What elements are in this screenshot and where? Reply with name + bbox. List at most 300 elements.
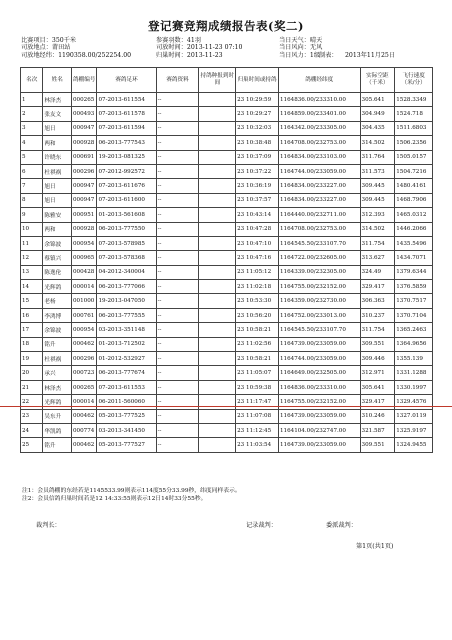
cell-distance: 309.446: [360, 352, 395, 366]
recorder-label: 记录裁判：: [246, 522, 277, 529]
cell-bird-info: --: [156, 150, 199, 164]
cell-name: 两和: [43, 222, 72, 236]
committee-label: 委派裁判：: [326, 522, 357, 529]
cell-speed: 1365.2463: [395, 323, 433, 337]
cell-name: 杜祺祸: [43, 352, 72, 366]
cell-arrival-time: 23 10:29:27: [236, 107, 279, 121]
cell-distance: 329.417: [360, 395, 395, 409]
cell-ring-number: 06-2013-777550: [97, 222, 156, 236]
cell-rank: 20: [21, 366, 43, 380]
cell-name: 铭升: [43, 438, 72, 452]
cell-loft-id: 000954: [71, 323, 96, 337]
cell-distance: 311.754: [360, 323, 395, 337]
cell-speed: 1528.3349: [395, 93, 433, 107]
header-bird-info: 赛鸽资料: [156, 68, 199, 93]
cell-name: 两和: [43, 136, 72, 150]
cell-distance: 313.627: [360, 251, 395, 265]
cell-report-time: [199, 251, 236, 265]
cell-bird-info: --: [156, 409, 199, 423]
note-1: 注1：会员鸽棚的东经若是1145533.99则表示114度55分33.99秒，纬度同样表示。: [22, 488, 241, 494]
header-speed: 飞行速度（米/分）: [395, 68, 433, 93]
cell-rank: 23: [21, 409, 43, 423]
cell-distance: 311.573: [360, 164, 395, 178]
referee-label: 裁判长：: [36, 522, 61, 529]
table-row: [21, 323, 433, 337]
cell-rank: 14: [21, 280, 43, 294]
cell-name: 旭日: [43, 193, 72, 207]
cell-loft-coordinates: 1164649.00/232505.00: [278, 366, 360, 380]
cell-speed: 1480.4161: [395, 179, 433, 193]
cell-report-time: [199, 280, 236, 294]
cell-speed: 1370.7104: [395, 308, 433, 322]
header-name: 姓名: [43, 68, 72, 93]
cell-loft-id: 000947: [71, 193, 96, 207]
cell-loft-id: 000428: [71, 265, 96, 279]
table-row: [21, 222, 433, 236]
cell-rank: 10: [21, 222, 43, 236]
cell-loft-id: 000462: [71, 409, 96, 423]
cell-speed: 1446.2066: [395, 222, 433, 236]
cell-ring-number: 01-2012-532927: [97, 352, 156, 366]
info-right-block: [279, 37, 429, 59]
cell-rank: 16: [21, 308, 43, 322]
cell-distance: 314.502: [360, 222, 395, 236]
table-row: [21, 380, 433, 394]
cell-report-time: [199, 236, 236, 250]
release-time: 司放时间：2013-11-23 07:10: [156, 44, 243, 52]
cell-speed: 1330.1997: [395, 380, 433, 394]
cell-report-time: [199, 179, 236, 193]
header-loft-coordinates: 鸽棚经纬度: [278, 68, 360, 93]
cell-distance: 312.971: [360, 366, 395, 380]
cell-ring-number: 19-2013-081325: [97, 150, 156, 164]
cell-arrival-time: 23 10:47:10: [236, 236, 279, 250]
cell-report-time: [199, 208, 236, 222]
cell-loft-coordinates: 1164744.00/233059.00: [278, 352, 360, 366]
cell-report-time: [199, 150, 236, 164]
cell-ring-number: 07-2013-578368: [97, 251, 156, 265]
divider-line: [0, 406, 452, 407]
cell-ring-number: 07-2013-611578: [97, 107, 156, 121]
cell-speed: 1434.7071: [395, 251, 433, 265]
cell-speed: 1504.7216: [395, 164, 433, 178]
cell-bird-info: --: [156, 395, 199, 409]
header-ring-number: 赛鸽足环: [97, 68, 156, 93]
header-rank: 名次: [21, 68, 43, 93]
cell-arrival-time: 23 10:37:09: [236, 150, 279, 164]
info-left-block: [21, 37, 131, 59]
cell-bird-info: --: [156, 366, 199, 380]
cell-name: 华凯鸽: [43, 423, 72, 437]
cell-arrival-time: 23 11:05:12: [236, 265, 279, 279]
cell-bird-info: --: [156, 136, 199, 150]
cell-loft-coordinates: 1164545.50/233107.70: [278, 323, 360, 337]
cell-ring-number: 06-2013-777674: [97, 366, 156, 380]
table-row: [21, 409, 433, 423]
cell-ring-number: 01-2013-561608: [97, 208, 156, 222]
cell-name: 光辉鸽: [43, 395, 72, 409]
cell-distance: 310.237: [360, 308, 395, 322]
cell-bird-info: --: [156, 294, 199, 308]
header-distance: 实际空距（千米）: [360, 68, 395, 93]
cell-name: 承兴: [43, 366, 72, 380]
cell-rank: 7: [21, 179, 43, 193]
cell-report-time: [199, 308, 236, 322]
cell-name: 李鸿博: [43, 308, 72, 322]
cell-loft-id: 000462: [71, 337, 96, 351]
cell-speed: 1511.6803: [395, 121, 433, 135]
cell-distance: 324.49: [360, 265, 395, 279]
cell-loft-coordinates: 1164755.00/232152.00: [278, 395, 360, 409]
cell-ring-number: 04-2012-340004: [97, 265, 156, 279]
cell-arrival-time: 23 10:47:16: [236, 251, 279, 265]
cell-speed: 1376.5859: [395, 280, 433, 294]
cell-bird-info: --: [156, 208, 199, 222]
cell-arrival-time: 23 11:02:56: [236, 337, 279, 351]
cell-rank: 21: [21, 380, 43, 394]
cell-loft-coordinates: 1164342.00/233305.00: [278, 121, 360, 135]
cell-distance: 321.587: [360, 423, 395, 437]
cell-arrival-time: 23 11:07:08: [236, 409, 279, 423]
cell-loft-coordinates: 1164708.00/232753.00: [278, 136, 360, 150]
header-loft-id: 鸽棚编号: [71, 68, 96, 93]
cell-distance: 305.641: [360, 380, 395, 394]
cell-arrival-time: 23 11:12:45: [236, 423, 279, 437]
cell-arrival-time: 23 10:47:28: [236, 222, 279, 236]
cell-bird-info: --: [156, 337, 199, 351]
cell-arrival-time: 23 11:03:54: [236, 438, 279, 452]
cell-speed: 1325.9197: [395, 423, 433, 437]
table-row: [21, 366, 433, 380]
cell-rank: 8: [21, 193, 43, 207]
cell-report-time: [199, 366, 236, 380]
cell-loft-coordinates: 1164834.00/233103.00: [278, 150, 360, 164]
cell-ring-number: 06-2013-777555: [97, 308, 156, 322]
table-header-row: [21, 68, 433, 93]
cell-speed: 1379.6344: [395, 265, 433, 279]
cell-arrival-time: 23 10:53:30: [236, 294, 279, 308]
cell-speed: 1364.9656: [395, 337, 433, 351]
cell-arrival-time: 23 10:37:22: [236, 164, 279, 178]
table-row: [21, 251, 433, 265]
cell-bird-info: --: [156, 107, 199, 121]
signature-footer: [0, 520, 452, 580]
header-report-time: 持鸽种报到时间: [199, 68, 236, 93]
cell-report-time: [199, 121, 236, 135]
cell-name: 林泽杰: [43, 380, 72, 394]
cell-loft-coordinates: 1164834.00/233227.00: [278, 193, 360, 207]
table-row: [21, 352, 433, 366]
cell-loft-id: 000014: [71, 280, 96, 294]
cell-speed: 1524.718: [395, 107, 433, 121]
cell-loft-coordinates: 1164722.00/232605.00: [278, 251, 360, 265]
cell-distance: 305.641: [360, 93, 395, 107]
cell-speed: 1355.139: [395, 352, 433, 366]
cell-loft-id: 000265: [71, 380, 96, 394]
cell-distance: 306.363: [360, 294, 395, 308]
cell-loft-coordinates: 1164834.00/233227.00: [278, 179, 360, 193]
cell-loft-id: 000296: [71, 352, 96, 366]
cell-report-time: [199, 294, 236, 308]
release-location: 司放地点：莆田站: [21, 44, 71, 52]
cell-distance: 304.949: [360, 107, 395, 121]
table-row: [21, 265, 433, 279]
table-row: [21, 150, 433, 164]
cell-name: 余锦波: [43, 323, 72, 337]
cell-report-time: [199, 380, 236, 394]
table-body: [21, 93, 433, 453]
cell-loft-id: 000462: [71, 438, 96, 452]
cell-arrival-time: 23 10:38:48: [236, 136, 279, 150]
cell-distance: 310.246: [360, 409, 395, 423]
entry-count: 参赛羽数：41羽: [156, 37, 201, 44]
cell-rank: 12: [21, 251, 43, 265]
header-arrival-time: 归巢时间或持鸽: [236, 68, 279, 93]
cell-speed: 1327.0119: [395, 409, 433, 423]
cell-bird-info: --: [156, 179, 199, 193]
cell-arrival-time: 23 10:36:19: [236, 179, 279, 193]
cell-arrival-time: 23 11:05:07: [236, 366, 279, 380]
cell-ring-number: 07-2012-992572: [97, 164, 156, 178]
cell-arrival-time: 23 10:29:59: [236, 93, 279, 107]
cell-speed: 1506.2356: [395, 136, 433, 150]
cell-distance: 304.435: [360, 121, 395, 135]
race-item: 比赛项目：350千米: [21, 37, 77, 44]
table-row: [21, 423, 433, 437]
cell-bird-info: --: [156, 93, 199, 107]
cell-loft-coordinates: 1164859.00/233401.00: [278, 107, 360, 121]
cell-bird-info: --: [156, 352, 199, 366]
table-row: [21, 164, 433, 178]
cell-loft-id: 000954: [71, 236, 96, 250]
table-row: [21, 193, 433, 207]
cell-loft-id: 000296: [71, 164, 96, 178]
cell-rank: 25: [21, 438, 43, 452]
cell-arrival-time: 23 10:43:14: [236, 208, 279, 222]
results-table: [20, 67, 433, 453]
cell-rank: 15: [21, 294, 43, 308]
cell-loft-coordinates: 1164739.00/233059.00: [278, 337, 360, 351]
cell-name: 吴东升: [43, 409, 72, 423]
cell-rank: 19: [21, 352, 43, 366]
cell-ring-number: 07-2013-611554: [97, 93, 156, 107]
cell-loft-id: 000928: [71, 222, 96, 236]
cell-name: 铭升: [43, 337, 72, 351]
cell-distance: 314.502: [360, 136, 395, 150]
cell-ring-number: 07-2013-611594: [97, 121, 156, 135]
report-date: 2013年11月25日: [345, 51, 396, 59]
cell-report-time: [199, 107, 236, 121]
cell-report-time: [199, 323, 236, 337]
cell-report-time: [199, 193, 236, 207]
cell-loft-id: 000965: [71, 251, 96, 265]
cell-bird-info: --: [156, 236, 199, 250]
cell-name: 张友文: [43, 107, 72, 121]
cell-speed: 1331.1288: [395, 366, 433, 380]
cell-name: 陈雅安: [43, 208, 72, 222]
cell-bird-info: --: [156, 121, 199, 135]
cell-bird-info: --: [156, 380, 199, 394]
cell-bird-info: --: [156, 222, 199, 236]
cell-rank: 18: [21, 337, 43, 351]
table-row: [21, 308, 433, 322]
cell-bird-info: --: [156, 265, 199, 279]
cell-ring-number: 07-2013-611553: [97, 380, 156, 394]
wind-direction: 当日风向：无风: [279, 44, 323, 52]
cell-bird-info: --: [156, 438, 199, 452]
notes-block: [22, 488, 241, 503]
cell-rank: 2: [21, 107, 43, 121]
cell-distance: 309.445: [360, 179, 395, 193]
table-row: [21, 121, 433, 135]
tabulator-label: 制表：: [319, 51, 338, 59]
cell-rank: 3: [21, 121, 43, 135]
cell-report-time: [199, 352, 236, 366]
cell-loft-coordinates: 1164755.00/232152.00: [278, 280, 360, 294]
cell-speed: 1435.5496: [395, 236, 433, 250]
cell-bird-info: --: [156, 308, 199, 322]
table-row: [21, 236, 433, 250]
cell-loft-coordinates: 1164739.00/233059.00: [278, 438, 360, 452]
table-row: [21, 280, 433, 294]
cell-report-time: [199, 222, 236, 236]
cell-ring-number: 07-2013-578985: [97, 236, 156, 250]
cell-report-time: [199, 265, 236, 279]
cell-ring-number: 01-2013-712502: [97, 337, 156, 351]
cell-distance: 309.445: [360, 193, 395, 207]
cell-ring-number: 06-2011-560060: [97, 395, 156, 409]
cell-loft-coordinates: 1164339.00/232305.00: [278, 265, 360, 279]
table-row: [21, 438, 433, 452]
cell-rank: 13: [21, 265, 43, 279]
cell-report-time: [199, 93, 236, 107]
cell-name: 蔡镇兴: [43, 251, 72, 265]
cell-rank: 6: [21, 164, 43, 178]
cell-ring-number: 19-2013-047050: [97, 294, 156, 308]
cell-rank: 22: [21, 395, 43, 409]
cell-speed: 1505.0157: [395, 150, 433, 164]
cell-report-time: [199, 136, 236, 150]
cell-loft-id: 000928: [71, 136, 96, 150]
cell-name: 杜祺祸: [43, 164, 72, 178]
cell-distance: 311.754: [360, 236, 395, 250]
cell-loft-id: 000265: [71, 93, 96, 107]
cell-bird-info: --: [156, 193, 199, 207]
cell-rank: 5: [21, 150, 43, 164]
cell-ring-number: 06-2013-777543: [97, 136, 156, 150]
cell-loft-coordinates: 1164545.50/233107.70: [278, 236, 360, 250]
wind-force: 当日风力：1级: [279, 51, 321, 59]
cell-rank: 1: [21, 93, 43, 107]
cell-distance: 311.764: [360, 150, 395, 164]
cell-name: 陈逸伦: [43, 265, 72, 279]
page-number: 第1页(共1页): [356, 543, 394, 550]
cell-loft-id: 000947: [71, 121, 96, 135]
cell-name: 旭日: [43, 121, 72, 135]
cell-ring-number: 05-2013-777527: [97, 438, 156, 452]
cell-rank: 24: [21, 423, 43, 437]
cell-loft-id: 000951: [71, 208, 96, 222]
cell-report-time: [199, 438, 236, 452]
cell-loft-id: 000947: [71, 179, 96, 193]
table-row: [21, 136, 433, 150]
cell-arrival-time: 23 10:58:21: [236, 352, 279, 366]
cell-ring-number: 06-2013-777066: [97, 280, 156, 294]
cell-bird-info: --: [156, 280, 199, 294]
cell-loft-coordinates: 1164104.00/232747.00: [278, 423, 360, 437]
cell-ring-number: 07-2013-611676: [97, 179, 156, 193]
weather: 当日天气：晴天: [279, 37, 323, 44]
cell-loft-coordinates: 1164752.00/233013.00: [278, 308, 360, 322]
return-time: 归巢时间：2013-11-23: [156, 51, 223, 59]
cell-arrival-time: 23 10:32:03: [236, 121, 279, 135]
cell-loft-coordinates: 1164744.00/233059.00: [278, 164, 360, 178]
cell-speed: 1324.9455: [395, 438, 433, 452]
cell-report-time: [199, 423, 236, 437]
cell-report-time: [199, 409, 236, 423]
cell-report-time: [199, 164, 236, 178]
table-row: [21, 107, 433, 121]
cell-ring-number: 05-2013-777525: [97, 409, 156, 423]
cell-rank: 4: [21, 136, 43, 150]
table-row: [21, 208, 433, 222]
cell-distance: 312.393: [360, 208, 395, 222]
cell-name: 余锦波: [43, 236, 72, 250]
cell-speed: 1468.7906: [395, 193, 433, 207]
cell-distance: 309.551: [360, 438, 395, 452]
cell-name: 光辉鸽: [43, 280, 72, 294]
cell-rank: 11: [21, 236, 43, 250]
cell-arrival-time: 23 11:17:47: [236, 395, 279, 409]
cell-report-time: [199, 337, 236, 351]
cell-speed: 1329.4576: [395, 395, 433, 409]
table-row: [21, 93, 433, 107]
cell-loft-id: 000014: [71, 395, 96, 409]
cell-arrival-time: 23 10:58:21: [236, 323, 279, 337]
cell-name: 许晓东: [43, 150, 72, 164]
cell-arrival-time: 23 10:59:38: [236, 380, 279, 394]
cell-distance: 329.417: [360, 280, 395, 294]
cell-loft-coordinates: 1164359.00/232730.00: [278, 294, 360, 308]
cell-ring-number: 03-2013-351148: [97, 323, 156, 337]
cell-loft-coordinates: 1164836.00/233310.00: [278, 93, 360, 107]
table-row: [21, 337, 433, 351]
cell-loft-coordinates: 1164708.00/232753.00: [278, 222, 360, 236]
report-title: 登记赛竞翔成绩报告表(奖二): [148, 19, 304, 33]
cell-name: 老杨: [43, 294, 72, 308]
cell-bird-info: --: [156, 251, 199, 265]
cell-loft-coordinates: 1164836.00/233310.00: [278, 380, 360, 394]
info-mid-block: [156, 37, 242, 59]
cell-bird-info: --: [156, 164, 199, 178]
table-row: [21, 179, 433, 193]
release-coordinates: 司放地经纬：1190358.00/252254.00: [21, 51, 132, 59]
cell-name: 旭日: [43, 179, 72, 193]
cell-loft-id: 000691: [71, 150, 96, 164]
cell-loft-id: 001000: [71, 294, 96, 308]
note-2: 注2：会员信鸽归巢时间若是12 14:33:55则表示12日14时33分55秒。: [22, 495, 207, 502]
cell-name: 林泽杰: [43, 93, 72, 107]
cell-ring-number: 03-2013-341450: [97, 423, 156, 437]
cell-loft-coordinates: 1164739.00/233059.00: [278, 409, 360, 423]
cell-distance: 309.551: [360, 337, 395, 351]
cell-arrival-time: 23 10:37:57: [236, 193, 279, 207]
cell-loft-id: 000774: [71, 423, 96, 437]
cell-ring-number: 07-2013-611600: [97, 193, 156, 207]
cell-rank: 9: [21, 208, 43, 222]
cell-loft-id: 000493: [71, 107, 96, 121]
cell-speed: 1370.7517: [395, 294, 433, 308]
